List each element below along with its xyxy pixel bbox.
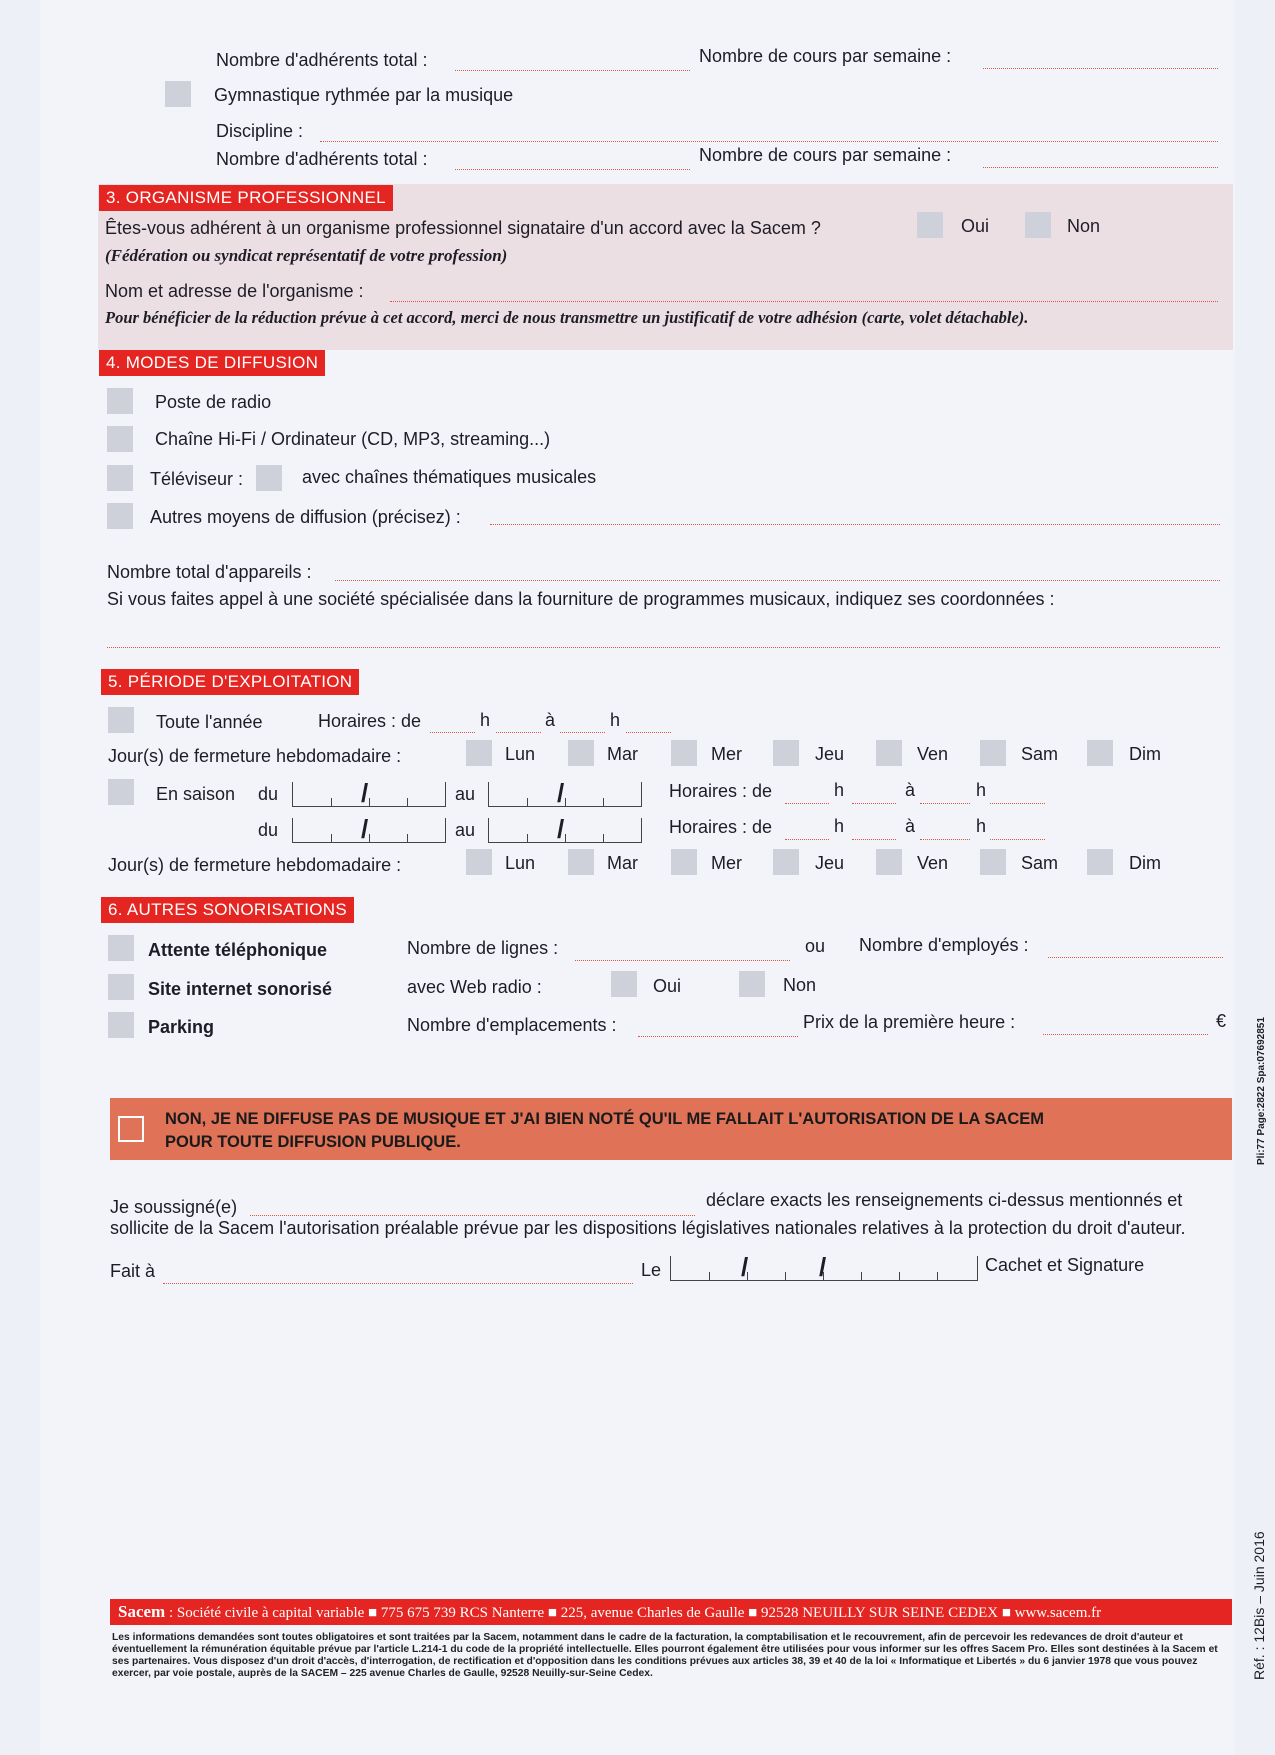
day-label: Dim bbox=[1129, 853, 1161, 873]
declare-text: déclare exacts les renseignements ci-dessus mentionnés et bbox=[706, 1190, 1183, 1210]
discipline-field[interactable] bbox=[320, 141, 1218, 142]
section-3-header: 3. ORGANISME PROFESSIONNEL bbox=[99, 185, 393, 211]
h-label: h bbox=[834, 816, 845, 836]
legal-notice: Les informations demandées sont toutes obligatoires et sont traitées par la Sacem, notamment dans le cadre de la facturation, la comptabilisation et le recouvrement, afin de percevoir les redevances de droit d'auteur et éventuellement la rémunération équitable prévue par l'article L.214-1 du code de la propriété intellectuelle. Elles pourront également être utilisées pour vous informer sur les offres Sacem Pro. Elles sont destinées à la Sacem et ses partenaires. Vous disposez d'un droit d'accès, d'interrogation, de rectification et d'opposition dans les conditions prévues aux articles 38, 39 et 40 de la loi « Informatique et Libertés » du 6 janvier 1978 que vous pouvez exercer, par voie postale, auprès de la SACEM – 225 avenue Charles de Gaulle, 92528 Neuilly-sur-Seine Cedex. bbox=[112, 1632, 1218, 1679]
gym-label: Gymnastique rythmée par la musique bbox=[214, 85, 514, 105]
tv-checkbox[interactable] bbox=[107, 465, 133, 491]
horaire-debut-min-field-1[interactable] bbox=[496, 732, 541, 733]
saison-horaire-field[interactable] bbox=[785, 803, 829, 804]
signature-date-field[interactable] bbox=[670, 1252, 978, 1282]
nb-cours-label-1: Nombre de cours par semaine : bbox=[699, 46, 952, 66]
day-label: Sam bbox=[1021, 744, 1059, 764]
a-label: à bbox=[545, 710, 556, 730]
societe-label: Si vous faites appel à une société spécialisée dans la fourniture de programmes musicaux, indiquez ses coordonnées : bbox=[107, 589, 1055, 609]
prix-field[interactable] bbox=[1043, 1034, 1208, 1035]
day-mer-checkbox[interactable] bbox=[671, 740, 697, 766]
no-music-text bbox=[165, 1108, 1044, 1154]
saison-au-date-field-2[interactable] bbox=[488, 814, 642, 844]
saison-du-date-field-2[interactable] bbox=[292, 814, 446, 844]
day-label: Ven bbox=[917, 853, 949, 873]
day-lun-checkbox[interactable] bbox=[466, 849, 492, 875]
no-music-banner bbox=[110, 1098, 1232, 1160]
date-slash: / bbox=[361, 778, 369, 808]
day-mar-checkbox[interactable] bbox=[568, 849, 594, 875]
day-label: Lun bbox=[505, 853, 536, 873]
day-label: Jeu bbox=[815, 853, 845, 873]
saison-horaire-field[interactable] bbox=[990, 803, 1045, 804]
date-slash: / bbox=[557, 778, 565, 808]
web-radio-non-label: Non bbox=[783, 975, 817, 995]
web-radio-oui-checkbox[interactable] bbox=[611, 971, 637, 997]
day-sam-checkbox[interactable] bbox=[980, 740, 1006, 766]
hifi-label: Chaîne Hi-Fi / Ordinateur (CD, MP3, streaming...) bbox=[155, 429, 551, 449]
tv-themes-label: avec chaînes thématiques musicales bbox=[302, 467, 597, 487]
day-label: Sam bbox=[1021, 853, 1059, 873]
organisme-nom-label: Nom et adresse de l'organisme : bbox=[105, 281, 364, 301]
radio-checkbox[interactable] bbox=[107, 388, 133, 414]
nb-appareils-label: Nombre total d'appareils : bbox=[107, 562, 312, 582]
saison-horaire-field[interactable] bbox=[852, 803, 896, 804]
a-label: à bbox=[905, 816, 916, 836]
a-label: à bbox=[905, 780, 916, 800]
nb-adherents-field-2[interactable] bbox=[455, 169, 690, 170]
du-label: du bbox=[258, 784, 279, 804]
parking-checkbox[interactable] bbox=[108, 1012, 134, 1038]
horaires-label-2: Horaires : de bbox=[669, 781, 773, 801]
attente-checkbox[interactable] bbox=[108, 935, 134, 961]
day-label: Dim bbox=[1129, 744, 1161, 764]
autres-label: Autres moyens de diffusion (précisez) : bbox=[150, 507, 461, 527]
jours-fermeture-label-1: Jour(s) de fermeture hebdomadaire : bbox=[108, 746, 402, 766]
euro-label: € bbox=[1216, 1011, 1227, 1031]
day-label: Mer bbox=[711, 744, 742, 764]
web-radio-label: avec Web radio : bbox=[407, 977, 542, 997]
saison-horaire-field[interactable] bbox=[920, 803, 970, 804]
jours-fermeture-label-2: Jour(s) de fermeture hebdomadaire : bbox=[108, 855, 402, 875]
sollicite-text: sollicite de la Sacem l'autorisation préalable prévue par les dispositions législatives nationales relatives à la protection du droit d'auteur. bbox=[110, 1218, 1186, 1238]
en-saison-checkbox[interactable] bbox=[108, 779, 134, 805]
horaires-label-3: Horaires : de bbox=[669, 817, 773, 837]
du-label: du bbox=[258, 820, 279, 840]
h-label: h bbox=[610, 710, 621, 730]
day-label: Lun bbox=[505, 744, 536, 764]
prix-label: Prix de la première heure : bbox=[803, 1012, 1016, 1032]
nb-cours-field-1[interactable] bbox=[983, 68, 1218, 69]
web-radio-oui-label: Oui bbox=[653, 976, 682, 996]
h-label: h bbox=[834, 780, 845, 800]
organisme-reduction-note: Pour bénéficier de la réduction prévue à cet accord, merci de nous transmettre un justificatif de votre adhésion (carte, volet détachable). bbox=[105, 308, 1029, 327]
h-label: h bbox=[976, 816, 987, 836]
date-slash: / bbox=[819, 1252, 827, 1282]
horaires-label-1: Horaires : de bbox=[318, 711, 422, 731]
day-label: Mar bbox=[607, 744, 638, 764]
fait-a-label: Fait à bbox=[110, 1261, 156, 1281]
saison-horaire-field[interactable] bbox=[852, 839, 896, 840]
organisme-non-checkbox[interactable] bbox=[1025, 212, 1051, 238]
site-label: Site internet sonorisé bbox=[148, 979, 333, 999]
horaire-fin-min-field-1[interactable] bbox=[626, 732, 671, 733]
au-label: au bbox=[455, 784, 476, 804]
day-label: Jeu bbox=[815, 744, 845, 764]
web-radio-non-checkbox[interactable] bbox=[739, 971, 765, 997]
tv-themes-checkbox[interactable] bbox=[256, 465, 282, 491]
organisme-question: Êtes-vous adhérent à un organisme professionnel signataire d'un accord avec la Sacem ? bbox=[105, 218, 821, 238]
attente-label: Attente téléphonique bbox=[148, 940, 327, 960]
organisme-non-label: Non bbox=[1067, 216, 1101, 236]
footer-bar bbox=[110, 1599, 1232, 1625]
nb-adherents-field-1[interactable] bbox=[455, 70, 690, 71]
day-jeu-checkbox[interactable] bbox=[773, 740, 799, 766]
horaire-debut-field-1[interactable] bbox=[430, 732, 475, 733]
day-mer-checkbox[interactable] bbox=[671, 849, 697, 875]
nb-appareils-field[interactable] bbox=[335, 580, 1220, 581]
organisme-oui-checkbox[interactable] bbox=[917, 212, 943, 238]
en-saison-label: En saison bbox=[156, 784, 236, 804]
h-label: h bbox=[976, 780, 987, 800]
fait-a-field[interactable] bbox=[163, 1283, 633, 1284]
nb-emplacements-field[interactable] bbox=[638, 1036, 798, 1037]
nb-cours-label-2: Nombre de cours par semaine : bbox=[699, 145, 952, 165]
section-5-header: 5. PÉRIODE D'EXPLOITATION bbox=[101, 669, 359, 695]
footer-address: : Société civile à capital variable ■ 775 675 739 RCS Nanterre ■ 225, avenue Charles de Gaulle ■ 92528 NEUILLY SUR SEINE CEDEX ■ www.sacem.fr bbox=[168, 1605, 1102, 1621]
parking-label: Parking bbox=[148, 1017, 215, 1037]
soussigne-label: Je soussigné(e) bbox=[110, 1197, 238, 1217]
radio-label: Poste de radio bbox=[155, 392, 272, 412]
au-label: au bbox=[455, 820, 476, 840]
autres-field[interactable] bbox=[490, 524, 1220, 525]
saison-au-date-field-1[interactable] bbox=[488, 778, 642, 808]
tv-label: Téléviseur : bbox=[150, 469, 244, 489]
organisme-note: (Fédération ou syndicat représentatif de votre profession) bbox=[105, 246, 508, 265]
date-slash: / bbox=[361, 814, 369, 844]
h-label: h bbox=[480, 710, 491, 730]
toute-annee-label: Toute l'année bbox=[156, 712, 263, 732]
day-ven-checkbox[interactable] bbox=[876, 740, 902, 766]
day-lun-checkbox[interactable] bbox=[466, 740, 492, 766]
date-slash: / bbox=[557, 814, 565, 844]
discipline-label: Discipline : bbox=[216, 121, 304, 141]
date-slash: / bbox=[741, 1252, 749, 1282]
societe-field[interactable] bbox=[107, 647, 1220, 648]
nb-lignes-field[interactable] bbox=[575, 960, 790, 961]
cachet-signature-label: Cachet et Signature bbox=[985, 1255, 1145, 1275]
hifi-checkbox[interactable] bbox=[107, 426, 133, 452]
nb-adherents-label-2: Nombre d'adhérents total : bbox=[216, 149, 428, 169]
no-music-checkbox[interactable] bbox=[118, 1116, 144, 1142]
nb-employes-field[interactable] bbox=[1048, 957, 1223, 958]
reference-code: Réf. : 12Bis – Juin 2016 bbox=[1251, 1531, 1267, 1680]
day-label: Mar bbox=[607, 853, 638, 873]
saison-horaire-field[interactable] bbox=[990, 839, 1045, 840]
section-4-header: 4. MODES DE DIFFUSION bbox=[99, 350, 325, 376]
nb-adherents-label-1: Nombre d'adhérents total : bbox=[216, 50, 428, 70]
day-mar-checkbox[interactable] bbox=[568, 740, 594, 766]
nb-cours-field-2[interactable] bbox=[983, 167, 1218, 168]
day-dim-checkbox[interactable] bbox=[1087, 740, 1113, 766]
nb-lignes-label: Nombre de lignes : bbox=[407, 938, 559, 958]
saison-du-date-field-1[interactable] bbox=[292, 778, 446, 808]
toute-annee-checkbox[interactable] bbox=[108, 707, 134, 733]
gym-checkbox[interactable] bbox=[165, 81, 191, 107]
saison-horaire-field[interactable] bbox=[785, 839, 829, 840]
soussigne-name-field[interactable] bbox=[250, 1215, 695, 1216]
organisme-oui-label: Oui bbox=[961, 216, 990, 236]
sacem-brand: Sacem bbox=[118, 1602, 166, 1621]
saison-horaire-field[interactable] bbox=[920, 839, 970, 840]
horaire-fin-field-1[interactable] bbox=[560, 732, 605, 733]
ou-label: ou bbox=[805, 936, 826, 956]
section-6-header: 6. AUTRES SONORISATIONS bbox=[101, 897, 354, 923]
no-music-line-2: POUR TOUTE DIFFUSION PUBLIQUE. bbox=[165, 1133, 461, 1151]
print-code: Pli:77 Page:2822 Spa:07692851 bbox=[1256, 1017, 1267, 1165]
no-music-line-1: NON, JE NE DIFFUSE PAS DE MUSIQUE ET J'AI BIEN NOTÉ QU'IL ME FALLAIT L'AUTORISATION DE LA SACEM bbox=[165, 1110, 1044, 1128]
day-sam-checkbox[interactable] bbox=[980, 849, 1006, 875]
day-dim-checkbox[interactable] bbox=[1087, 849, 1113, 875]
autres-checkbox[interactable] bbox=[107, 503, 133, 529]
day-label: Mer bbox=[711, 853, 742, 873]
site-checkbox[interactable] bbox=[108, 974, 134, 1000]
day-ven-checkbox[interactable] bbox=[876, 849, 902, 875]
nb-employes-label: Nombre d'employés : bbox=[859, 935, 1029, 955]
organisme-nom-field[interactable] bbox=[390, 301, 1218, 302]
nb-emplacements-label: Nombre d'emplacements : bbox=[407, 1015, 617, 1035]
day-label: Ven bbox=[917, 744, 949, 764]
le-label: Le bbox=[641, 1260, 662, 1280]
day-jeu-checkbox[interactable] bbox=[773, 849, 799, 875]
